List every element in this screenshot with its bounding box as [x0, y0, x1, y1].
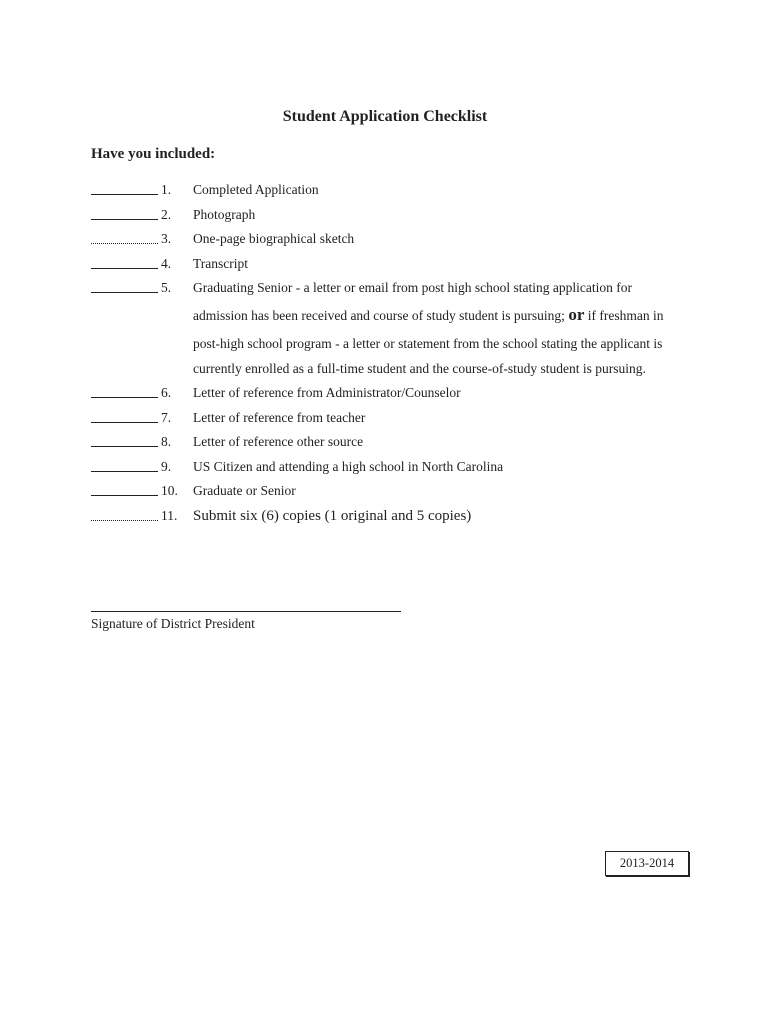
- item-number: 9.: [161, 459, 172, 474]
- checkbox-blank-line[interactable]: [91, 471, 158, 472]
- emphasis-or: or: [568, 305, 585, 324]
- signature-line[interactable]: [91, 611, 401, 612]
- checkbox-blank-line[interactable]: [91, 446, 158, 447]
- document-subtitle: Have you included:: [91, 146, 216, 162]
- item-number: 1.: [161, 182, 172, 197]
- item-text: Completed Application: [193, 182, 319, 197]
- item-text: Transcript: [193, 256, 249, 271]
- item-number: 4.: [161, 256, 172, 271]
- item-number: 3.: [161, 231, 172, 246]
- item-text: US Citizen and attending a high school in North Carolina: [193, 459, 504, 474]
- item-text: One-page biographical sketch: [193, 231, 355, 246]
- item-text-segment: admission has been received and course of study student is pursuing;: [193, 308, 565, 323]
- item-text-segment: if freshman in: [587, 308, 664, 323]
- checkbox-blank-line[interactable]: [91, 243, 158, 244]
- item-number: 7.: [161, 410, 172, 425]
- item-number: 5.: [161, 280, 172, 295]
- item-text: Letter of reference from teacher: [193, 410, 366, 425]
- checkbox-blank-line[interactable]: [91, 422, 158, 423]
- item-text: Submit six (6) copies (1 original and 5 copies): [193, 508, 472, 524]
- checkbox-blank-line[interactable]: [91, 397, 158, 398]
- item-text-line: currently enrolled as a full-time student and the course-of-study student is pursuing.: [193, 361, 646, 376]
- item-text: Photograph: [193, 207, 256, 222]
- signature-label: Signature of District President: [91, 616, 255, 631]
- item-text: Letter of reference from Administrator/Counselor: [193, 385, 461, 400]
- item-number: 10.: [161, 483, 178, 498]
- item-number: 2.: [161, 207, 172, 222]
- item-number: 6.: [161, 385, 172, 400]
- item-text-line: post-high school program - a letter or statement from the school stating the applicant is: [193, 336, 663, 351]
- item-number: 8.: [161, 434, 172, 449]
- item-text: Letter of reference other source: [193, 434, 364, 449]
- checkbox-blank-line[interactable]: [91, 495, 158, 496]
- item-number: 11.: [161, 508, 178, 523]
- year-box: 2013-2014: [605, 851, 689, 876]
- checkbox-blank-line[interactable]: [91, 520, 158, 521]
- item-text: Graduate or Senior: [193, 483, 296, 498]
- item-text-line: [193, 307, 663, 324]
- checkbox-blank-line[interactable]: [91, 292, 158, 293]
- document-title: Student Application Checklist: [282, 108, 488, 125]
- checkbox-blank-line[interactable]: [91, 268, 158, 269]
- item-text-line: Graduating Senior - a letter or email from post high school stating application for: [193, 280, 633, 295]
- checkbox-blank-line[interactable]: [91, 194, 158, 195]
- checkbox-blank-line[interactable]: [91, 219, 158, 220]
- checklist-item-5: [91, 280, 691, 380]
